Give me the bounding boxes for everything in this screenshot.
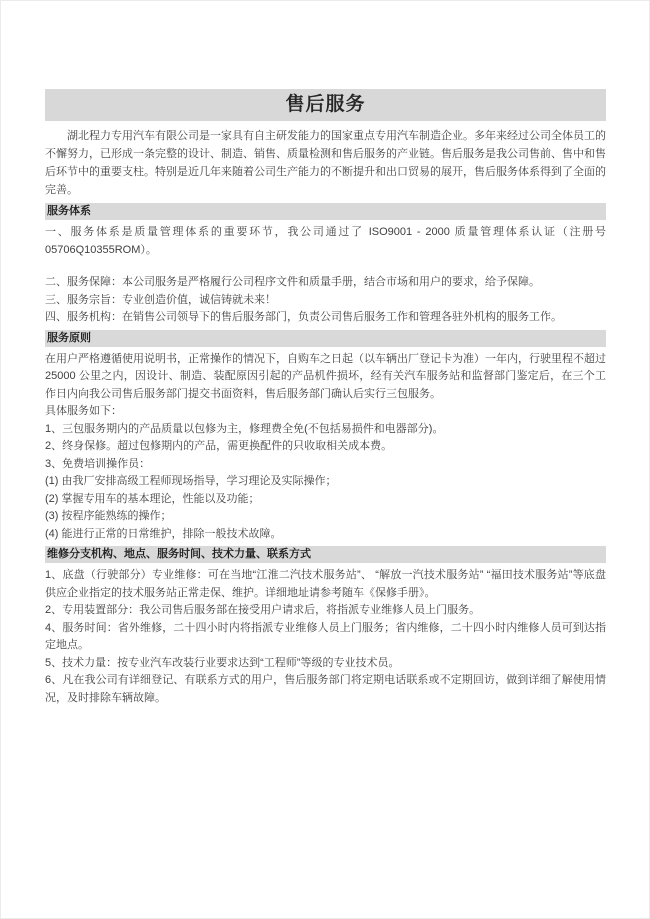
section-heading-service-system: 服务体系 — [45, 203, 606, 220]
list-item: 二、服务保障：本公司服务是严格履行公司程序文件和质量手册，结合市场和用户的要求，给予保障。 — [45, 276, 540, 288]
section-heading-repair-branches: 维修分支机构、地点、服务时间、技术力量、联系方式 — [45, 546, 606, 563]
paragraph: 在用户严格遵循使用说明书，正常操作的情况下，自购车之日起（以车辆出厂登记卡为准）一年内，行驶里程不超过 25000 公里之内，因设计、制造、装配原因引起的产品机件损坏，经有关汽车服务站和监督部门鉴定后，在三个工作日内向我公司售后服务部门提交书面资料，售后服务部门确认后实行三包服务。 — [45, 352, 606, 400]
intro-paragraph: 湖北程力专用汽车有限公司是一家具有自主研发能力的国家重点专用汽车制造企业。多年来经过公司全体员工的不懈努力，已形成一条完整的设计、制造、销售、质量检测和售后服务的产业链。售后服务是我公司售前、售中和售后环节中的重要支柱。特别是近几年来随着公司生产能力的不断提升和出口贸易的展开，售后服务体系得到了全面的完善。 — [45, 130, 606, 196]
list-item: 1、底盘（行驶部分）专业维修：可在当地“江淮二汽技术服务站”、 “解放一汽技术服务站” “福田技术服务站”等底盘供应企业指定的技术服务站正常走保、维护。详细地址请参考随车《保修手册》。 — [45, 569, 606, 599]
blank-line — [45, 259, 606, 274]
list-item: 6、凡在我公司有详细登记、有联系方式的用户，售后服务部门将定期电话联系或不定期回访，做到详细了解使用情况，及时排除车辆故障。 — [45, 674, 606, 704]
section-heading-service-principles: 服务原则 — [45, 330, 606, 347]
list-item: 一、服务体系是质量管理体系的重要环节，我公司通过了 ISO9001 - 2000 质量管理体系认证（注册号 05706Q10355ROM）。 — [45, 226, 606, 256]
list-item: (3) 按程序能熟练的操作； — [45, 510, 172, 522]
list-item: (1) 由我厂安排高级工程师现场指导，学习理论及实际操作； — [45, 475, 337, 487]
list-item: 4、服务时间：省外维修，二十四小时内将指派专业维修人员上门服务；省内维修，二十四小时内维修人员可到达指定地点。 — [45, 621, 606, 651]
list-item: 四、服务机构：在销售公司领导下的售后服务部门，负责公司售后服务工作和管理各驻外机构的服务工作。 — [45, 311, 562, 323]
list-item: (2) 掌握专用车的基本理论，性能以及功能； — [45, 492, 260, 505]
list-item: 1、三包服务期内的产品质量以包修为主，修理费全免(不包括易损件和电器部分)。 — [45, 422, 444, 435]
list-item: (4) 能进行正常的日常维护，排除一般技术故障。 — [45, 527, 282, 540]
list-item: 三、服务宗旨：专业创造价值，诚信铸就未来！ — [45, 293, 276, 306]
list-item: 2、专用装置部分：我公司售后服务部在接受用户请求后，将指派专业维修人员上门服务。 — [45, 604, 481, 616]
list-item: 5、技术力量：按专业汽车改装行业要求达到“工程师”等级的专业技术员。 — [45, 656, 400, 669]
list-item: 具体服务如下： — [45, 405, 122, 417]
document-content — [45, 89, 606, 707]
page-title: 售后服务 — [45, 89, 606, 121]
list-item: 3、免费培训操作员： — [45, 457, 151, 470]
list-item: 2、终身保修。超过包修期内的产品，需更换配件的只收取相关成本费。 — [45, 440, 393, 452]
